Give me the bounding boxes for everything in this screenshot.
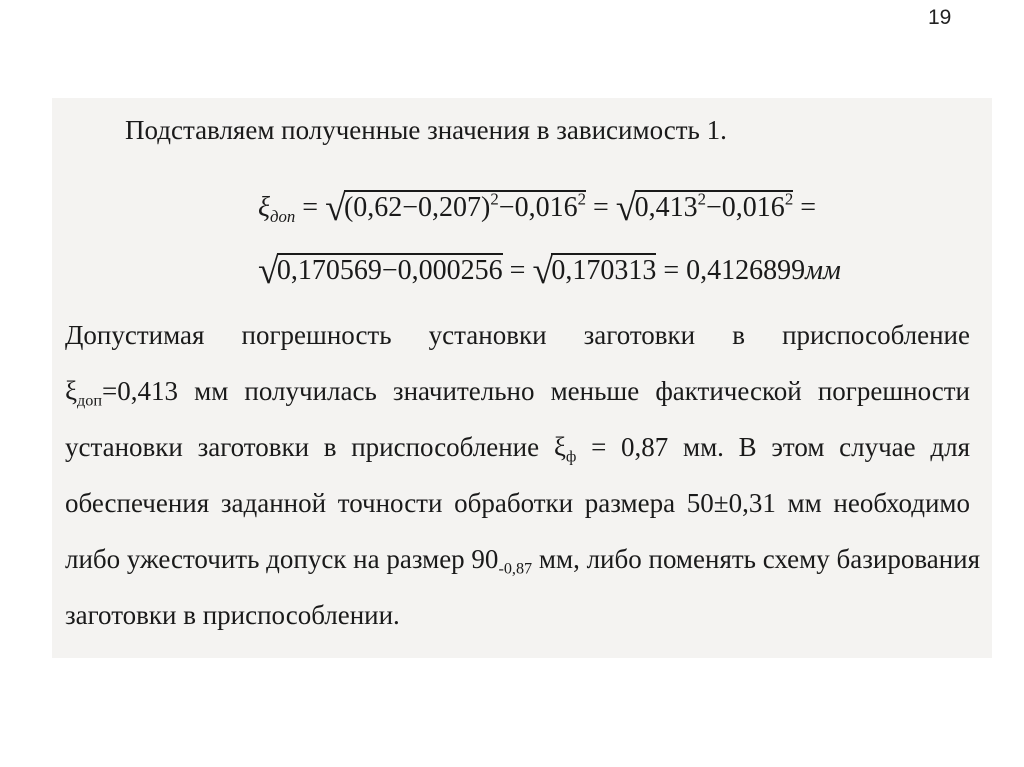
formula-unit: мм xyxy=(805,255,841,286)
formula-line-1 xyxy=(258,182,816,229)
paragraph-line-4: обеспечения заданной точности обработки размера 50±0,31 мм необходимо xyxy=(65,488,970,518)
sqrt-icon: √ xyxy=(258,250,279,292)
paragraph-line-6: заготовки в приспособлении. xyxy=(65,600,400,630)
equals-sign: = xyxy=(302,192,319,223)
formula-result: = 0,4126899 xyxy=(663,255,806,286)
page-number: 19 xyxy=(928,6,952,29)
sqrt-icon: √ xyxy=(532,250,554,292)
paragraph-line-3: установки заготовки в приспособление $\xi_ф = 0,87$ мм. В этом случае для xyxy=(65,432,970,466)
radicand-1: $(0,62-0,207)^2-0,016^2$ xyxy=(343,189,586,223)
equals-sign: = xyxy=(509,255,526,286)
equals-sign: = xyxy=(592,192,609,223)
xi-subscript: доп xyxy=(270,206,296,226)
equals-sign: = xyxy=(800,192,816,223)
sqrt-icon: √ xyxy=(615,187,637,229)
radicand-4: 0,170313 xyxy=(551,255,657,286)
radicand-2: $0,413^2-0,016^2$ xyxy=(634,189,794,223)
paragraph-line-5: либо ужесточить допуск на размер $90_{-0,87}$ мм, либо поменять схему базирования xyxy=(65,544,981,578)
paragraph-line-2: $\xi_{доп}=0,413$ мм получилась значительно меньше фактической погрешности xyxy=(65,376,970,410)
formula-line-2 xyxy=(258,245,841,292)
paragraph-line-1: Допустимая погрешность установки заготовки в приспособление xyxy=(65,320,970,350)
intro-text: Подставляем полученные значения в зависимость 1. xyxy=(125,115,727,145)
xi-symbol: ξ xyxy=(258,192,270,223)
sqrt-icon: √ xyxy=(325,187,346,229)
radicand-3: 0,170569−0,000256 xyxy=(276,255,503,286)
